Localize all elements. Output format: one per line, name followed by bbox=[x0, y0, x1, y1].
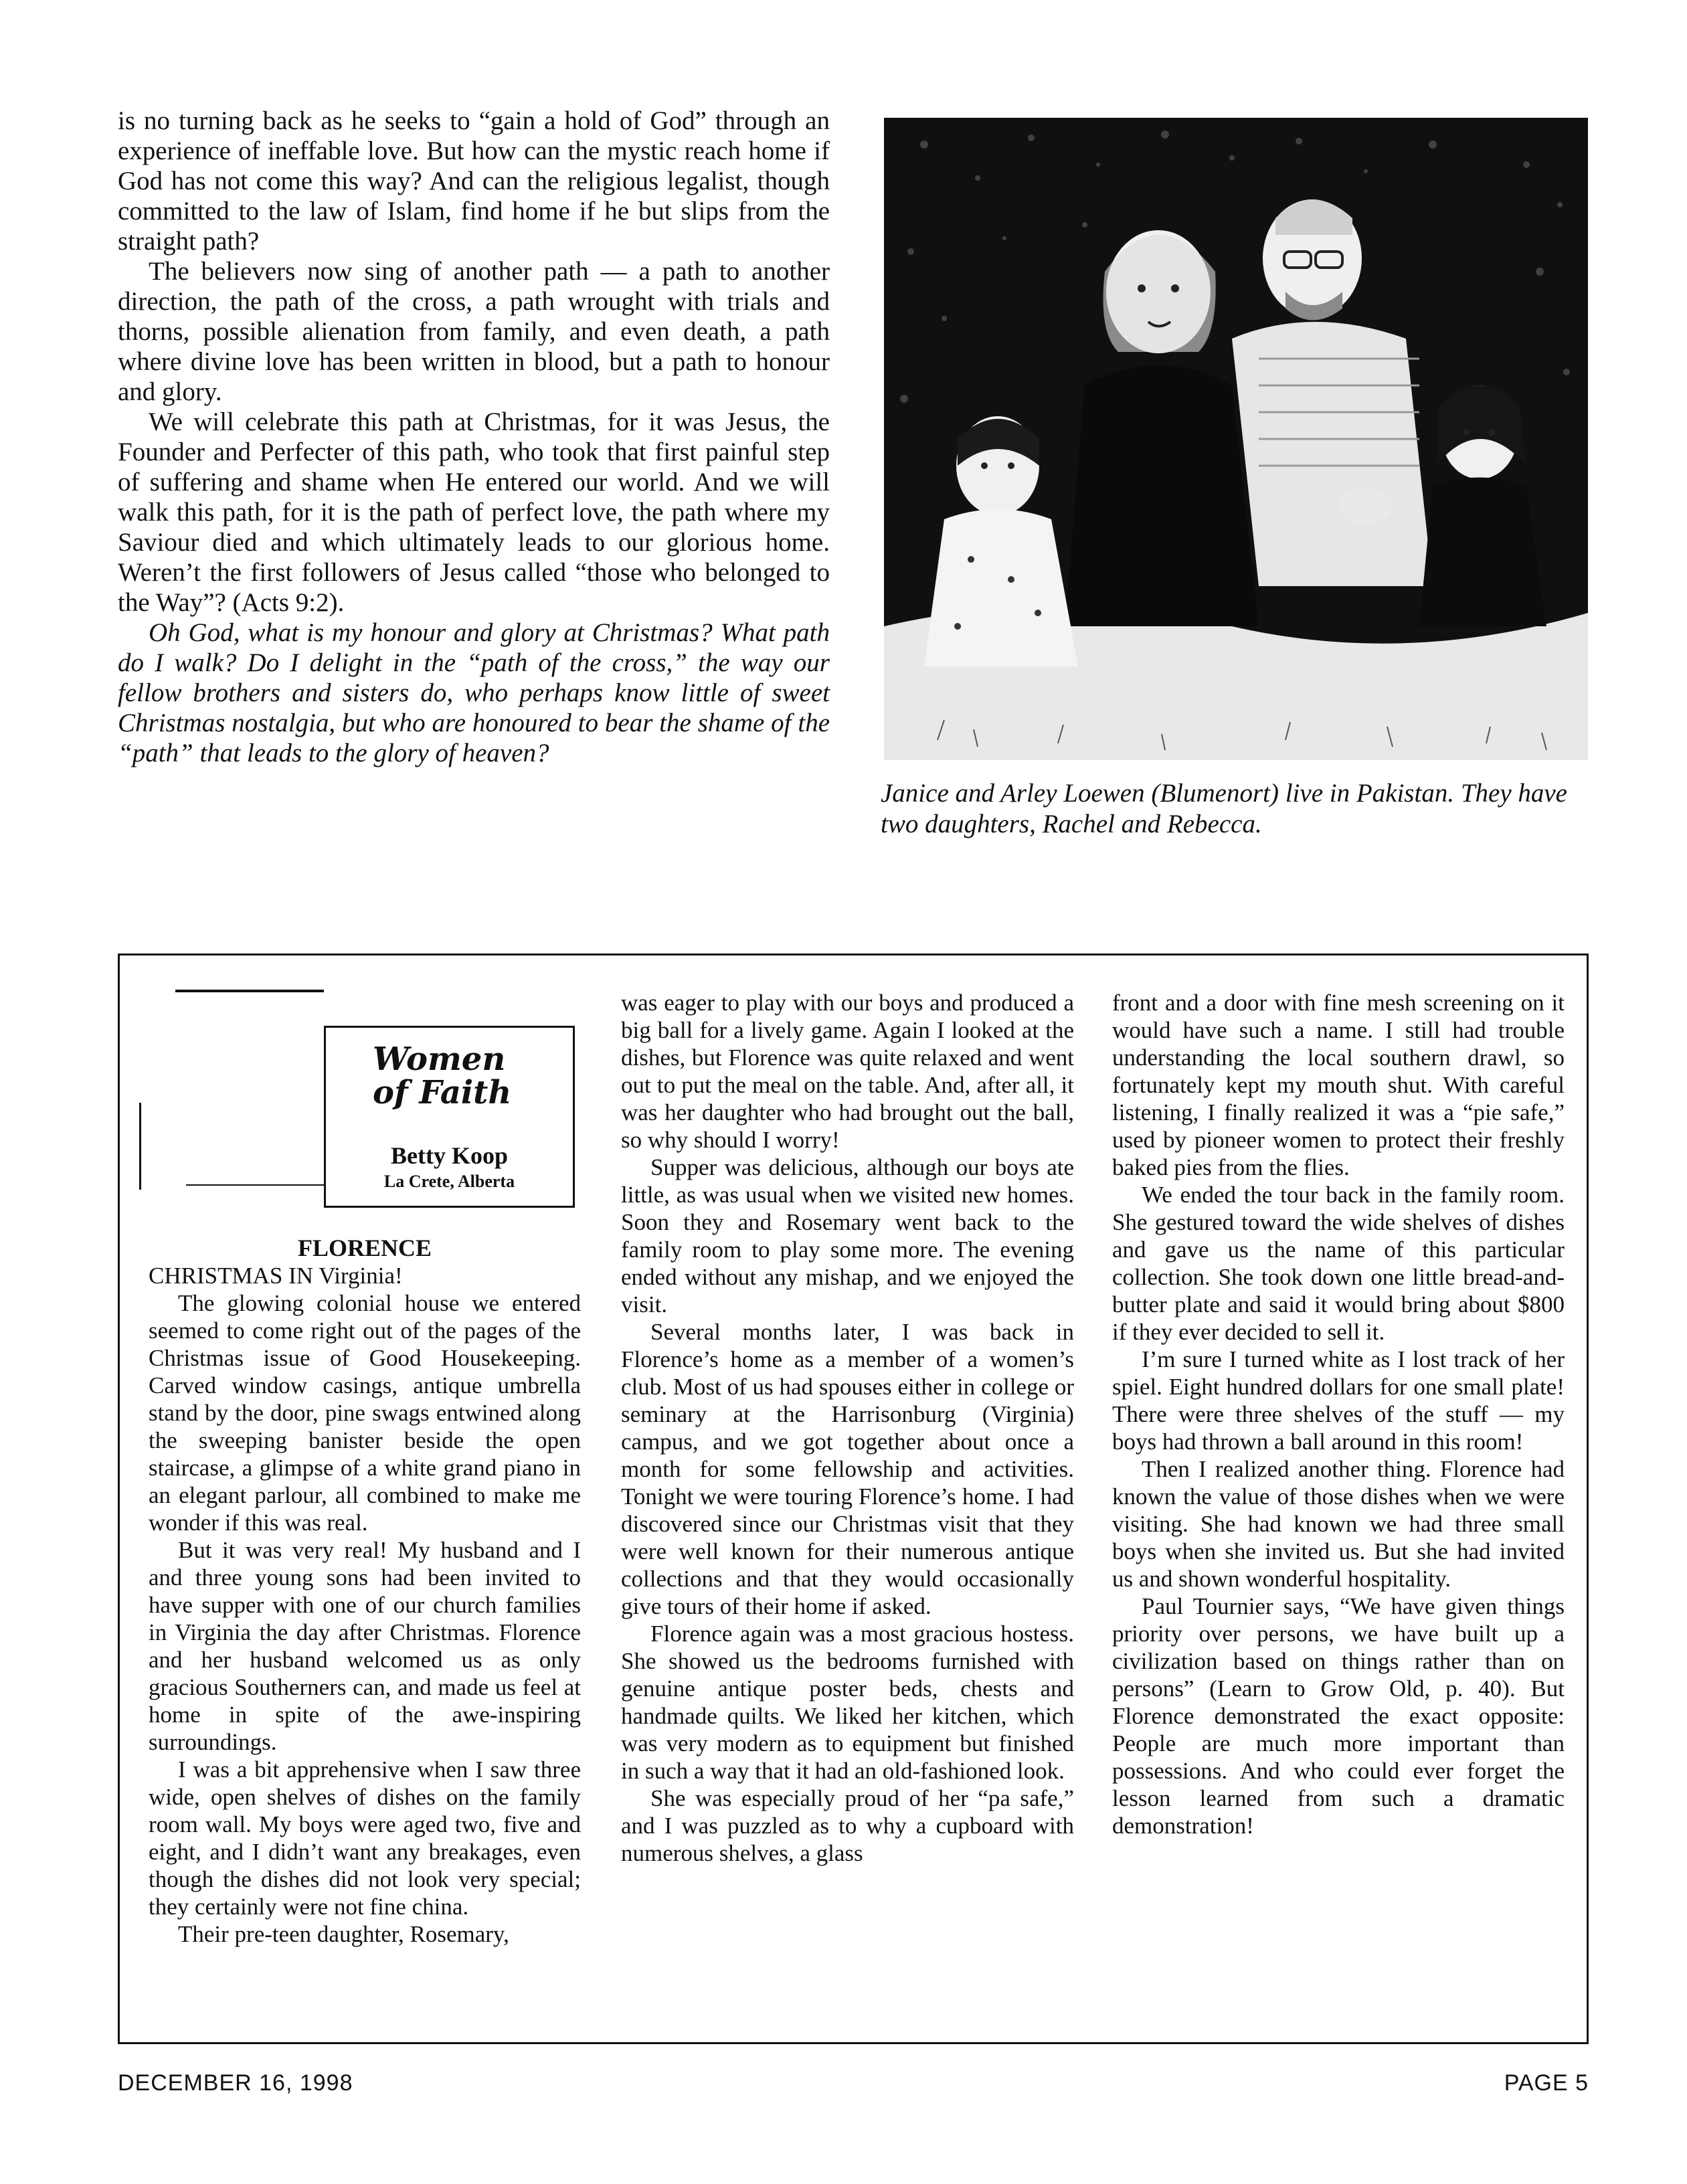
article-paragraph: Supper was delicious, although our boys ate little, as was usual when we visited new homes. Soon they and Rosemary went back to the family room to play some more. The evening ended without any mishap, and we enjoyed the visit. bbox=[621, 1154, 1074, 1317]
family-photo bbox=[884, 118, 1588, 760]
top-paragraph: The believers now sing of another path — a path to another direction, the path of the cross, a path wrought with trials and thorns, possible alienation from family, and even death, a path where divine love has been written in blood, but a path to honour and glory. bbox=[118, 257, 830, 406]
page-number: PAGE 5 bbox=[1504, 2070, 1589, 2096]
top-article bbox=[118, 106, 830, 768]
article-paragraph: We ended the tour back in the family room. She gestured toward the wide shelves of dishes and gave us the name of this particular collection. She took down one little bread-and-butter plate and said it would bring about $800 if they ever decided to sell it. bbox=[1112, 1182, 1565, 1345]
logo-title bbox=[373, 1042, 511, 1109]
article-paragraph: The glowing colonial house we entered seemed to come right out of the pages of the Christmas issue of Good Housekeeping. Carved window casings, antique umbrella stand by the door, pine swags entwined along the sweeping banister beside the open staircase, a glimpse of a white grand piano in an elegant parlour, all combined to make me wonder if this was real. bbox=[149, 1290, 581, 1536]
article-paragraph: front and a door with fine mesh screening on it would have such a name. I still had trouble understanding the local southern drawl, so fortunately kept my mouth shut. With careful listening, I finally realized it was a “pie safe,” used by pioneer women to protect their freshly baked pies from the flies. bbox=[1112, 990, 1565, 1180]
article-paragraph: But it was very real! My husband and I and three young sons had been invited to have supper with one of our church families in Virginia the day after Christmas. Florence and her husband welcomed us as only gracious Southerners can, and made us feel at home in spite of the awe-inspiring surroundings. bbox=[149, 1537, 581, 1755]
logo-rule-left bbox=[139, 1103, 141, 1190]
column-location: La Crete, Alberta bbox=[383, 1172, 515, 1191]
article-paragraph: was eager to play with our boys and produced a big ball for a lively game. Again I looked at the dishes, but Florence was quite relaxed and went out to put the meal on the table. And, after all, it was her daughter who had brought out the ball, so why should I worry! bbox=[621, 990, 1074, 1153]
article-paragraph: She was especially proud of her “pa safe,” and I was puzzled as to why a cupboard with numerous shelves, a glass bbox=[621, 1785, 1074, 1866]
feature-column-1 bbox=[149, 1235, 581, 1948]
article-heading: FLORENCE bbox=[297, 1235, 432, 1261]
family-photo-illustration bbox=[884, 118, 1588, 760]
column-author: Betty Koop bbox=[391, 1142, 508, 1169]
feature-column-3 bbox=[1112, 989, 1565, 1839]
article-paragraph: Several months later, I was back in Florence’s home as a member of a women’s club. Most of us had spouses either in college or seminary at the Harrisonburg (Virginia) campus, and we got together about once a month for some fellowship and activities. Tonight we were touring Florence’s home. I had discovered since our Christmas visit that they were well known for their numerous antique collections and that they would occasionally give tours of their home if asked. bbox=[621, 1319, 1074, 1619]
article-paragraph: I’m sure I turned white as I lost track of her spiel. Eight hundred dollars for one small plate! There were three shelves of the stuff — my boys had thrown a ball around in this room! bbox=[1112, 1346, 1565, 1455]
women-of-faith-logo bbox=[324, 1026, 575, 1208]
logo-title-line2: of Faith bbox=[373, 1074, 512, 1111]
logo-rule-bottom bbox=[186, 1184, 324, 1186]
top-paragraph: We will celebrate this path at Christmas, for it was Jesus, the Founder and Perfecter of this path, who took that first painful step of suffering and shame when He entered our world. And we will walk this path, for it is the path of perfect love, the path where my Saviour died and which ultimately leads to our glorious home. Weren’t the first followers of Jesus called “those who belonged to the Way”? (Acts 9:2). bbox=[118, 407, 830, 617]
logo-title-line1: Women bbox=[373, 1040, 506, 1078]
article-paragraph: Their pre-teen daughter, Rosemary, bbox=[178, 1921, 509, 1947]
feature-column-2 bbox=[621, 989, 1074, 1867]
article-paragraph: CHRISTMAS IN Virginia! bbox=[149, 1263, 403, 1289]
logo-rule-top bbox=[175, 990, 324, 992]
closing-prayer: Oh God, what is my honour and glory at Christmas? What path do I walk? Do I delight in the “path of the cross,” the way our fellow brothers and sisters do, who perhaps know little of sweet Christmas nostalgia, but who are honoured to bear the shame of the “path” that leads to the glory of heaven? bbox=[118, 618, 830, 767]
issue-date: DECEMBER 16, 1998 bbox=[118, 2070, 353, 2096]
photo-caption: Janice and Arley Loewen (Blumenort) live in Pakistan. They have two daughters, Rachel and Rebecca. bbox=[881, 779, 1567, 838]
top-paragraph: is no turning back as he seeks to “gain a hold of God” through an experience of ineffable love. But how can the mystic reach home if God has not come this way? And can the religious legalist, though committed to the law of Islam, find home if he but slips from the straight path? bbox=[118, 106, 830, 256]
article-paragraph: I was a bit apprehensive when I saw three wide, open shelves of dishes on the family room wall. My boys were aged two, five and eight, and I didn’t want any breakages, even though the dishes did not look very special; they certainly were not fine china. bbox=[149, 1756, 581, 1920]
article-paragraph: Then I realized another thing. Florence had known the value of those dishes when we were visiting. She had known we had three small boys when she invited us. But she had invited us and shown wonderful hospitality. bbox=[1112, 1456, 1565, 1592]
article-paragraph: Florence again was a most gracious hostess. She showed us the bedrooms furnished with genuine antique poster beds, chests and handmade quilts. We liked her kitchen, which was very modern as to equipment but finished in such a way that it had an old-fashioned look. bbox=[621, 1621, 1074, 1784]
article-paragraph: Paul Tournier says, “We have given things priority over persons, we have built up a civilization based on things rather than on persons” (Learn to Grow Old, p. 40). But Florence demonstrated the exact opposite: People are much more important than possessions. And who could ever forget the lesson learned from such a dramatic demonstration! bbox=[1112, 1593, 1565, 1839]
